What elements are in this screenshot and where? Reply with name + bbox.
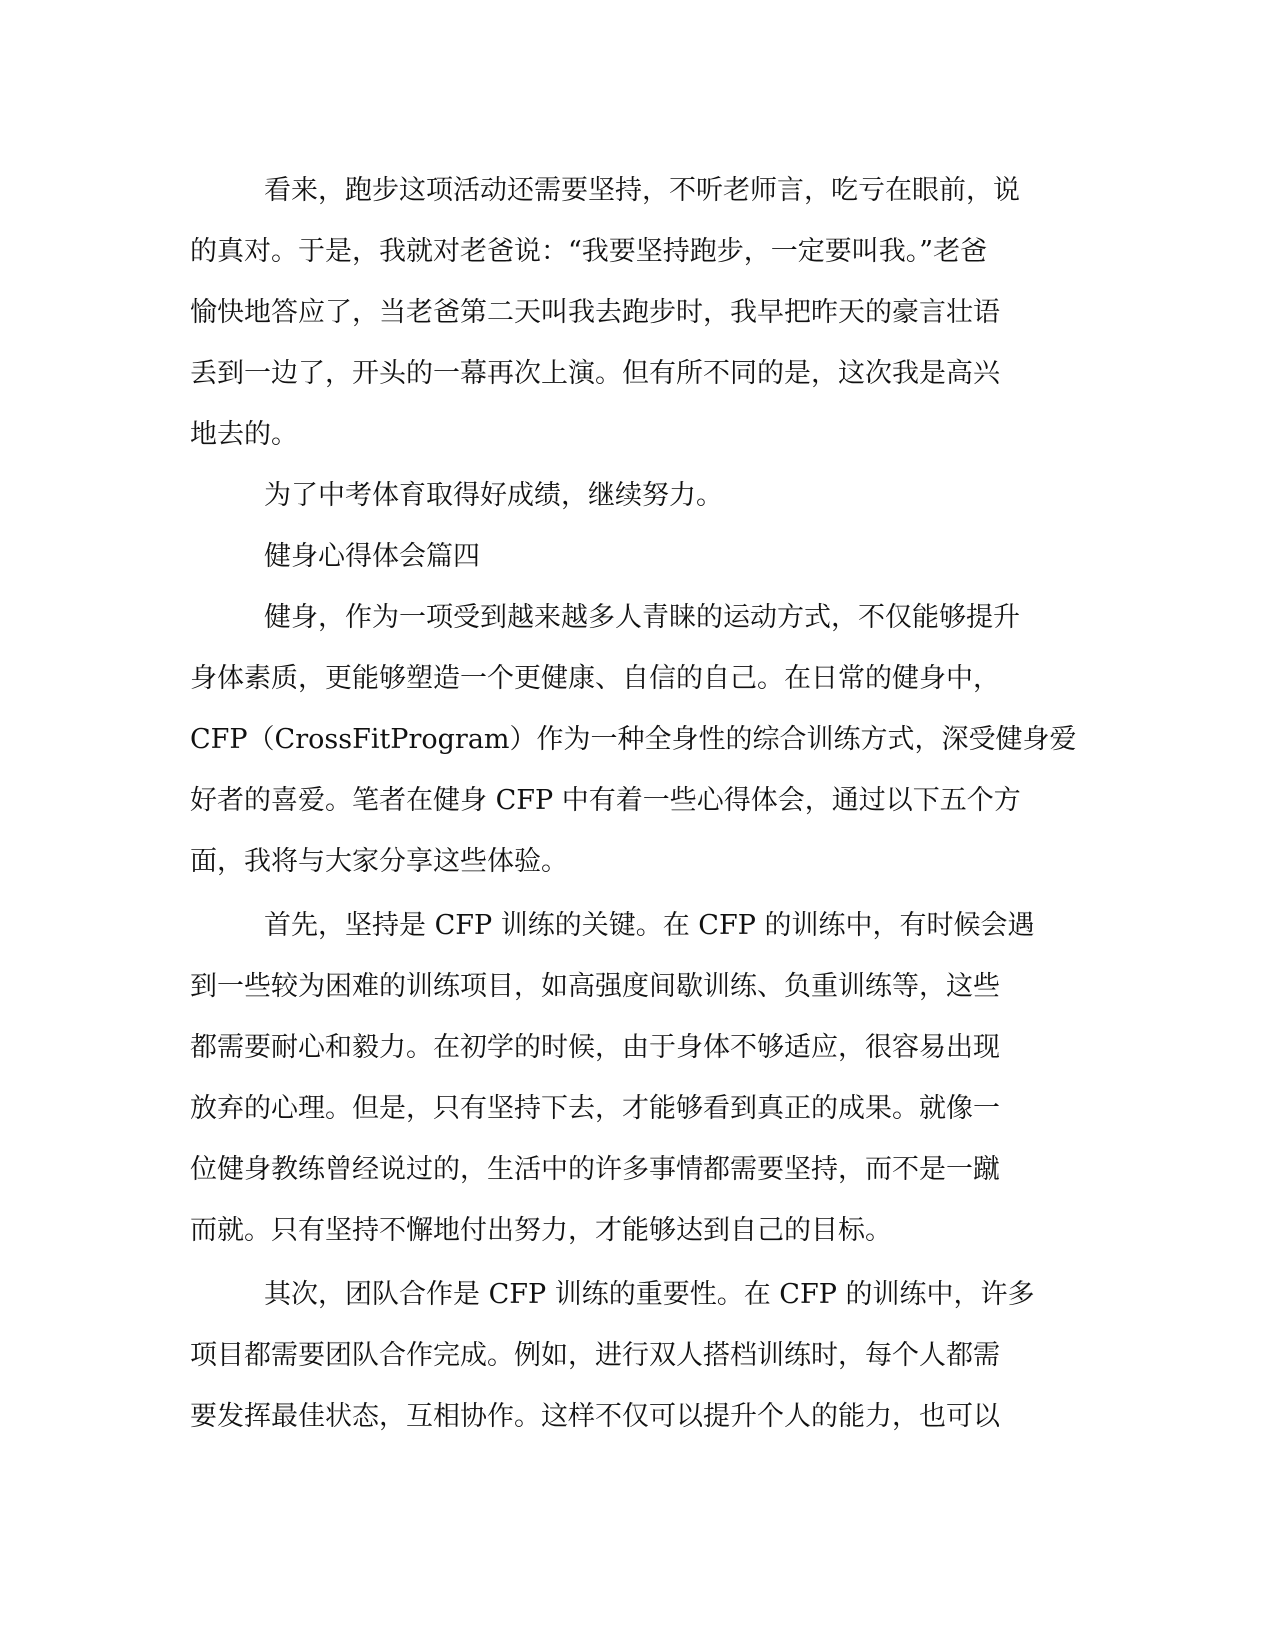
text-line: 看来，跑步这项活动还需要坚持，不听老师言，吃亏在眼前，说	[264, 175, 1020, 206]
text-line: 其次，团队合作是 CFP 训练的重要性。在 CFP 的训练中，许多	[264, 1279, 1035, 1310]
paragraph-running-persistence	[190, 160, 1083, 465]
paragraph-exam-goal	[190, 465, 1083, 526]
paragraph-teamwork	[190, 1264, 1083, 1447]
text-line: 项目都需要团队合作完成。例如，进行双人搭档训练时，每个人都需	[190, 1340, 1000, 1371]
text-line: 地去的。	[190, 419, 298, 450]
document-body	[190, 160, 1083, 1447]
text-line: 放弃的心理。但是，只有坚持下去，才能够看到真正的成果。就像一	[190, 1093, 1000, 1124]
text-line: 面，我将与大家分享这些体验。	[190, 846, 568, 877]
text-line: CFP（CrossFitProgram）作为一种全身性的综合训练方式，深受健身爱	[190, 724, 1077, 755]
text-line: 健身，作为一项受到越来越多人青睐的运动方式，不仅能够提升	[264, 602, 1020, 633]
text-line: 首先，坚持是 CFP 训练的关键。在 CFP 的训练中，有时候会遇	[264, 910, 1035, 941]
text-line: 丢到一边了，开头的一幕再次上演。但有所不同的是，这次我是高兴	[190, 358, 1000, 389]
section-heading	[190, 526, 1083, 587]
text-line: 身体素质，更能够塑造一个更健康、自信的自己。在日常的健身中，	[190, 663, 1000, 694]
text-line: 位健身教练曾经说过的，生活中的许多事情都需要坚持，而不是一蹴	[190, 1154, 1000, 1185]
text-line: 而就。只有坚持不懈地付出努力，才能够达到自己的目标。	[190, 1215, 892, 1246]
text-line: 到一些较为困难的训练项目，如高强度间歇训练、负重训练等，这些	[190, 971, 1000, 1002]
text-line: 愉快地答应了，当老爸第二天叫我去跑步时，我早把昨天的豪言壮语	[190, 297, 1000, 328]
paragraph-fitness-intro	[190, 587, 1083, 892]
section-title: 健身心得体会篇四	[264, 541, 480, 572]
text-line: 要发挥最佳状态，互相协作。这样不仅可以提升个人的能力，也可以	[190, 1401, 1000, 1432]
text-line: 都需要耐心和毅力。在初学的时候，由于身体不够适应，很容易出现	[190, 1032, 1000, 1063]
text-line: 好者的喜爱。笔者在健身 CFP 中有着一些心得体会，通过以下五个方	[190, 785, 1021, 816]
paragraph-persistence	[190, 895, 1083, 1261]
text-line: 为了中考体育取得好成绩，继续努力。	[264, 480, 723, 511]
text-line: 的真对。于是，我就对老爸说：“我要坚持跑步，一定要叫我。”老爸	[190, 236, 988, 267]
